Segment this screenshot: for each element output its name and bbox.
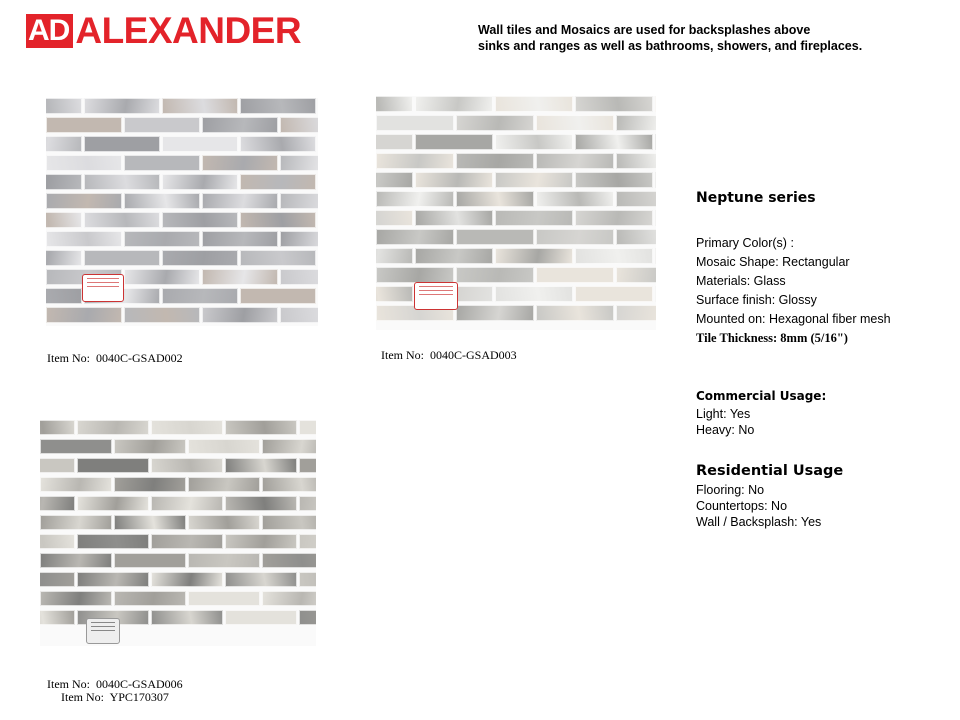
tile-row	[376, 210, 656, 226]
mosaic-tile	[262, 591, 316, 606]
mosaic-tile	[188, 553, 260, 568]
tile-row	[46, 174, 318, 190]
mosaic-tile	[40, 553, 112, 568]
mosaic-tile	[299, 496, 316, 511]
mosaic-image-gsad003	[376, 96, 656, 330]
spec-mounted-on: Mounted on: Hexagonal fiber mesh	[696, 312, 891, 326]
tile-row	[46, 307, 318, 323]
mosaic-tile	[162, 98, 238, 114]
residential-flooring: Flooring: No	[696, 483, 765, 497]
mosaic-tile	[495, 286, 573, 302]
mosaic-tile	[202, 269, 278, 285]
mosaic-tile	[655, 134, 656, 150]
mosaic-tile	[376, 267, 454, 283]
mosaic-tile	[415, 134, 493, 150]
mosaic-tile	[415, 248, 493, 264]
mosaic-tile	[114, 515, 186, 530]
mosaic-tile	[536, 267, 614, 283]
mosaic-tile	[40, 610, 75, 625]
mosaic-tile	[376, 115, 454, 131]
mosaic-tile	[240, 136, 316, 152]
mosaic-tile	[124, 155, 200, 171]
mosaic-image-gsad002	[46, 98, 318, 326]
mosaic-tile	[202, 307, 278, 323]
mosaic-tile	[124, 307, 200, 323]
mosaic-tile	[84, 174, 160, 190]
mosaic-tile	[46, 288, 82, 304]
mosaic-tile	[280, 155, 318, 171]
item-number-1: Item No: 0040C-GSAD002	[47, 351, 183, 365]
commercial-heavy: Heavy: No	[696, 423, 755, 437]
mosaic-tile	[188, 439, 260, 454]
item-number-2: Item No: 0040C-GSAD003	[381, 348, 517, 362]
mosaic-tile	[202, 117, 278, 133]
mosaic-tile	[280, 307, 318, 323]
mosaic-tile	[84, 136, 160, 152]
mosaic-tile	[376, 191, 454, 207]
mosaic-tile	[77, 420, 149, 435]
mosaic-tile	[415, 210, 493, 226]
mosaic-tile	[616, 229, 656, 245]
tile-row	[376, 172, 656, 188]
mosaic-tile	[495, 134, 573, 150]
tile-row	[40, 439, 316, 454]
mosaic-tile	[124, 193, 200, 209]
mosaic-tile	[376, 96, 413, 112]
mosaic-tile	[280, 193, 318, 209]
commercial-light: Light: Yes	[696, 407, 751, 421]
mosaic-tile	[495, 172, 573, 188]
mosaic-tile	[225, 496, 297, 511]
mosaic-tile	[40, 439, 112, 454]
mosaic-tile	[202, 155, 278, 171]
product-label-sticker	[82, 274, 124, 302]
product-label-sticker	[86, 618, 120, 644]
mosaic-tile	[46, 231, 122, 247]
intro-line-2: sinks and ranges as well as bathrooms, showers, and fireplaces.	[478, 39, 863, 53]
mosaic-tile	[46, 98, 82, 114]
tile-row	[46, 136, 318, 152]
mosaic-tile	[77, 496, 149, 511]
mosaic-tile	[299, 610, 316, 625]
mosaic-tile	[151, 420, 223, 435]
mosaic-tile	[124, 269, 200, 285]
logo-ad-mark: AD	[26, 14, 73, 48]
tile-row	[376, 229, 656, 245]
tile-row	[40, 496, 316, 511]
mosaic-tile	[262, 553, 316, 568]
product-label-sticker	[414, 282, 458, 310]
mosaic-tile	[575, 96, 653, 112]
mosaic-tile	[655, 172, 656, 188]
mosaic-tile	[46, 307, 122, 323]
mosaic-tile	[376, 248, 413, 264]
tile-row	[40, 420, 316, 435]
tile-row	[376, 267, 656, 283]
mosaic-tile	[536, 305, 614, 321]
tile-row	[40, 553, 316, 568]
mosaic-tile	[575, 286, 653, 302]
mosaic-tile	[40, 458, 75, 473]
mosaic-tile	[495, 248, 573, 264]
tile-row	[40, 458, 316, 473]
mosaic-tile	[655, 286, 656, 302]
mosaic-tile	[616, 153, 656, 169]
mosaic-tile	[262, 515, 316, 530]
mosaic-tile	[575, 210, 653, 226]
mosaic-tile	[124, 231, 200, 247]
tile-row	[376, 96, 656, 112]
tile-row	[46, 155, 318, 171]
mosaic-tile	[40, 477, 112, 492]
mosaic-tile	[456, 115, 534, 131]
mosaic-tile	[225, 610, 297, 625]
mosaic-tile	[77, 572, 149, 587]
mosaic-tile	[376, 134, 413, 150]
mosaic-tile	[575, 134, 653, 150]
mosaic-tile	[616, 115, 656, 131]
brand-logo	[26, 12, 301, 50]
mosaic-tile	[114, 439, 186, 454]
mosaic-tile	[225, 572, 297, 587]
mosaic-tile	[240, 98, 316, 114]
tile-row	[46, 193, 318, 209]
mosaic-tile	[280, 117, 318, 133]
mosaic-tile	[415, 96, 493, 112]
mosaic-tile	[536, 115, 614, 131]
mosaic-tile	[280, 269, 318, 285]
tile-row	[40, 610, 316, 625]
mosaic-tile	[456, 153, 534, 169]
tile-row	[46, 117, 318, 133]
mosaic-tile	[46, 174, 82, 190]
mosaic-tile	[84, 98, 160, 114]
mosaic-tile	[262, 439, 316, 454]
mosaic-tile	[456, 305, 534, 321]
mosaic-tile	[495, 210, 573, 226]
tile-row	[40, 591, 316, 606]
mosaic-tile	[495, 96, 573, 112]
commercial-usage-title: Commercial Usage:	[696, 389, 827, 403]
mosaic-tile	[151, 534, 223, 549]
mosaic-tile	[46, 212, 82, 228]
spec-tile-thickness: Tile Thickness: 8mm (5/16")	[696, 331, 848, 345]
mosaic-tile	[655, 248, 656, 264]
tile-row	[46, 250, 318, 266]
mosaic-tile	[616, 191, 656, 207]
spec-primary-color: Primary Color(s) :	[696, 236, 794, 250]
mosaic-tile	[240, 288, 316, 304]
mosaic-tile	[151, 496, 223, 511]
mosaic-tile	[46, 250, 82, 266]
series-title: Neptune series	[696, 190, 816, 206]
mosaic-tile	[240, 174, 316, 190]
intro-line-1: Wall tiles and Mosaics are used for backsplashes above	[478, 23, 811, 37]
mosaic-tile	[124, 117, 200, 133]
tile-row	[376, 115, 656, 131]
mosaic-tile	[162, 288, 238, 304]
mosaic-tile	[151, 458, 223, 473]
tile-row	[376, 153, 656, 169]
mosaic-tile	[46, 193, 122, 209]
intro-text	[478, 22, 948, 54]
mosaic-tile	[299, 458, 316, 473]
tile-row	[376, 191, 656, 207]
mosaic-tile	[225, 420, 297, 435]
tile-row	[40, 515, 316, 530]
mosaic-tile	[376, 153, 454, 169]
mosaic-image-gsad006	[40, 420, 316, 646]
spec-list	[696, 234, 891, 348]
mosaic-tile	[202, 231, 278, 247]
mosaic-tile	[536, 153, 614, 169]
item-number-3-alt: Item No: YPC170307	[61, 690, 169, 704]
mosaic-tile	[151, 572, 223, 587]
mosaic-tile	[77, 458, 149, 473]
mosaic-tile	[225, 534, 297, 549]
mosaic-tile	[114, 477, 186, 492]
mosaic-tile	[40, 591, 112, 606]
mosaic-tile	[188, 477, 260, 492]
mosaic-tile	[376, 210, 413, 226]
spec-surface-finish: Surface finish: Glossy	[696, 293, 817, 307]
item-number-3: Item No: 0040C-GSAD006	[47, 677, 183, 691]
mosaic-tile	[40, 515, 112, 530]
mosaic-tile	[575, 172, 653, 188]
mosaic-tile	[40, 534, 75, 549]
tile-row	[46, 98, 318, 114]
mosaic-tile	[575, 248, 653, 264]
mosaic-tile	[77, 534, 149, 549]
mosaic-tile	[536, 229, 614, 245]
mosaic-tile	[280, 231, 318, 247]
residential-countertops: Countertops: No	[696, 499, 788, 513]
mosaic-tile	[376, 286, 413, 302]
mosaic-tile	[376, 229, 454, 245]
mosaic-tile	[240, 250, 316, 266]
mosaic-tile	[46, 117, 122, 133]
mosaic-tile	[40, 496, 75, 511]
tile-row	[46, 231, 318, 247]
mosaic-tile	[376, 172, 413, 188]
tile-row	[40, 477, 316, 492]
tile-row	[40, 572, 316, 587]
residential-wall: Wall / Backsplash: Yes	[696, 515, 822, 529]
spec-mosaic-shape: Mosaic Shape: Rectangular	[696, 255, 850, 269]
tile-row	[40, 534, 316, 549]
commercial-usage-list	[696, 406, 754, 438]
mosaic-tile	[151, 610, 223, 625]
mosaic-tile	[114, 553, 186, 568]
mosaic-tile	[188, 515, 260, 530]
tile-row	[46, 212, 318, 228]
mosaic-tile	[162, 136, 238, 152]
logo-wordmark: ALEXANDER	[75, 10, 302, 51]
mosaic-tile	[225, 458, 297, 473]
mosaic-tile	[46, 155, 122, 171]
mosaic-tile	[299, 534, 316, 549]
mosaic-tile	[84, 250, 160, 266]
mosaic-tile	[616, 267, 656, 283]
mosaic-tile	[262, 477, 316, 492]
mosaic-tile	[84, 212, 160, 228]
mosaic-tile	[40, 420, 75, 435]
mosaic-tile	[299, 420, 316, 435]
mosaic-tile	[655, 96, 656, 112]
mosaic-tile	[40, 572, 75, 587]
residential-usage-title: Residential Usage	[696, 463, 844, 479]
mosaic-tile	[162, 250, 238, 266]
mosaic-tile	[240, 212, 316, 228]
mosaic-tile	[162, 212, 238, 228]
mosaic-tile	[456, 229, 534, 245]
residential-usage-list	[696, 482, 821, 530]
mosaic-tile	[536, 191, 614, 207]
spec-materials: Materials: Glass	[696, 274, 786, 288]
mosaic-tile	[202, 193, 278, 209]
mosaic-tile	[299, 572, 316, 587]
mosaic-tile	[415, 172, 493, 188]
tile-row	[376, 134, 656, 150]
mosaic-tile	[114, 591, 186, 606]
mosaic-tile	[655, 210, 656, 226]
mosaic-tile	[456, 191, 534, 207]
mosaic-tile	[456, 267, 534, 283]
tile-row	[376, 248, 656, 264]
mosaic-tile	[188, 591, 260, 606]
mosaic-tile	[46, 136, 82, 152]
mosaic-tile	[162, 174, 238, 190]
mosaic-tile	[616, 305, 656, 321]
